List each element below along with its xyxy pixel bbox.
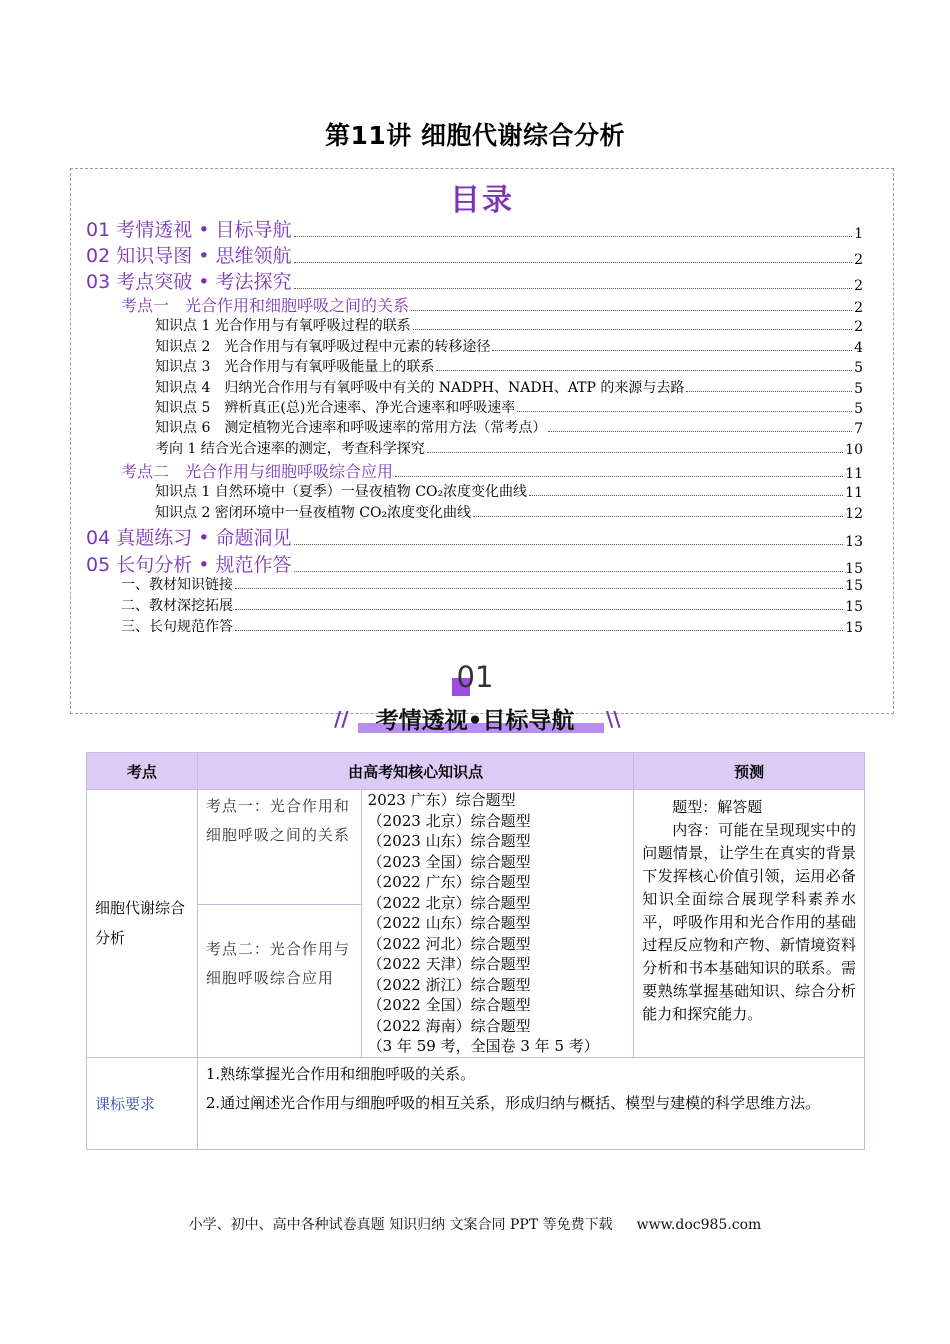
exam-item: （2022 北京）综合题型 [367, 893, 531, 912]
toc-entry[interactable]: 知识点 4 归纳光合作用与有氧呼吸中有关的 NADPH、NADH、ATP 的来源与去路 5 [155, 380, 863, 397]
toc-entry[interactable]: 一、教材知识链接 15 [121, 577, 863, 594]
page-footer [0, 1214, 950, 1234]
section-title: 考情透视•目标导航 [375, 708, 575, 734]
toc-entry[interactable]: 05 长句分析 • 规范作答 15 [86, 554, 863, 577]
requirement-label: 课标要求 [87, 1057, 198, 1149]
exam-item: （2022 广东）综合题型 [367, 873, 531, 891]
toc-entry[interactable]: 04 真题练习 • 命题洞见 13 [86, 527, 863, 550]
toc-entry[interactable]: 三、长句规范作答 15 [121, 619, 863, 636]
exam-item: 2023 广东）综合题型 [367, 791, 516, 809]
kp1-cell: 考点一：光合作用和细胞呼吸之间的关系 [197, 790, 361, 905]
topic-cell: 细胞代谢综合分析 [87, 790, 198, 1058]
requirement-cell [197, 1057, 864, 1149]
exam-item: （2022 全国）综合题型 [367, 996, 531, 1014]
requirement-item: 2.通过阐述光合作用与细胞呼吸的相互关系，形成归纳与概括、模型与建模的科学思维方法。 [205, 1093, 821, 1112]
exam-item: （3 年 59 考，全国卷 3 年 5 考） [367, 1037, 599, 1055]
section-number: 01 [456, 660, 494, 694]
prediction-type: 题型：解答题 [672, 798, 763, 816]
kp2-cell: 考点二：光合作用与细胞呼吸综合应用 [197, 904, 361, 1057]
requirement-item: 1.熟练掌握光合作用和细胞呼吸的关系。 [205, 1064, 476, 1083]
toc-heading: 目录 [450, 183, 514, 218]
toc-entry[interactable]: 02 知识导图 • 思维领航 2 [86, 245, 863, 268]
toc-entry[interactable]: 知识点 5 辨析真正(总)光合速率、净光合速率和呼吸速率 5 [155, 400, 863, 417]
header-knowledge: 由高考知核心知识点 [197, 753, 633, 790]
toc-entry[interactable]: 知识点 6 测定植物光合速率和呼吸速率的常用方法（常考点） 7 [155, 420, 863, 437]
exam-list-cell [361, 790, 634, 1058]
exam-item: （2022 河北）综合题型 [367, 934, 531, 953]
toc-entry[interactable]: 知识点 2 密闭环境中一昼夜植物 CO₂浓度变化曲线 12 [155, 505, 863, 522]
toc-entry[interactable]: 03 考点突破 • 考法探究 2 [86, 271, 863, 294]
toc-entry[interactable]: 知识点 2 光合作用与有氧呼吸过程中元素的转移途径 4 [155, 339, 863, 356]
toc-entry[interactable]: 知识点 3 光合作用与有氧呼吸能量上的联系 5 [155, 359, 863, 376]
toc-entry[interactable]: 考点一 光合作用和细胞呼吸之间的关系 2 [121, 296, 863, 316]
exam-overview-table [86, 752, 865, 1150]
exam-item: （2023 山东）综合题型 [367, 832, 531, 850]
exam-item: （2023 北京）综合题型 [367, 811, 531, 830]
table-of-contents [70, 168, 894, 714]
exam-item: （2022 浙江）综合题型 [367, 975, 531, 994]
toc-entry[interactable]: 知识点 1 自然环境中（夏季）一昼夜植物 CO₂浓度变化曲线 11 [155, 484, 863, 501]
footer-url[interactable]: www.doc985.com [636, 1217, 762, 1233]
slash-decoration-left: // [334, 707, 349, 731]
footer-text: 小学、初中、高中各种试卷真题 知识归纳 文案合同 PPT 等免费下载 [188, 1217, 613, 1233]
page-title: 第11讲 细胞代谢综合分析 [325, 121, 625, 150]
toc-entry[interactable]: 考点二 光合作用与细胞呼吸综合应用 11 [121, 462, 863, 482]
prediction-cell [634, 790, 865, 1058]
prediction-content: 内容：可能在呈现现实中的问题情景，让学生在真实的背景下发挥核心价值引领，运用必备知识全面综合展现学科素养水平，呼吸作用和光合作用的基础过程反应物和产物、新情境资料分析和书本基础知识的联系。需要熟练掌握基础知识、综合分析能力和探究能力。 [642, 821, 856, 1023]
slash-decoration-right: \\ [606, 707, 621, 731]
header-prediction: 预测 [634, 753, 865, 790]
exam-item: （2022 山东）综合题型 [367, 914, 531, 932]
exam-item: （2022 海南）综合题型 [367, 1016, 531, 1035]
toc-entry[interactable]: 01 考情透视 • 目标导航 1 [86, 219, 863, 242]
header-topic: 考点 [87, 753, 198, 790]
toc-entry[interactable]: 知识点 1 光合作用与有氧呼吸过程的联系 2 [155, 318, 863, 335]
exam-item: （2023 全国）综合题型 [367, 852, 531, 871]
toc-entry[interactable]: 二、教材深挖拓展 15 [121, 598, 863, 615]
exam-item: （2022 天津）综合题型 [367, 955, 531, 973]
toc-entry[interactable]: 考向 1 结合光合速率的测定，考查科学探究 10 [155, 441, 863, 458]
